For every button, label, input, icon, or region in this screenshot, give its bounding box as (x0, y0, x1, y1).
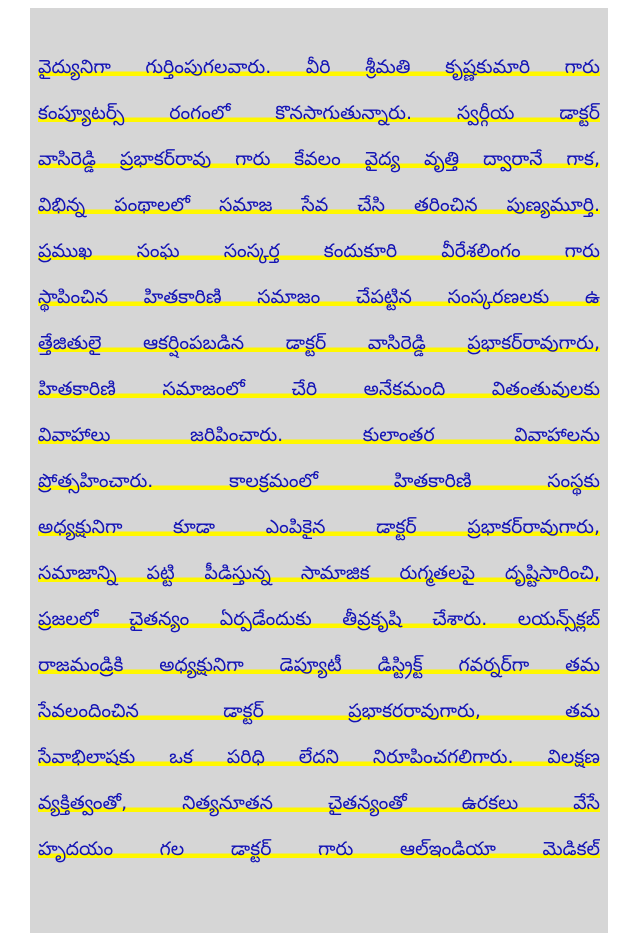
text-line-12: సమాజాన్ని పట్టి పీడిస్తున్న సామాజిక రుగ్మతలపై దృష్టిసారించి, (38, 562, 600, 584)
text-line-13: ప్రజలలో చైతన్యం ఏర్పడేందుకు తీవ్రకృషి చేశారు. లయన్స్‌క్లబ్ (38, 608, 600, 630)
text-line-5: ప్రముఖ సంఘ సంస్కర్త కందుకూరి వీరేశలింగం గారు (38, 240, 600, 262)
text-line-4: విభిన్న పంథాలలో సమాజ సేవ చేసి తరించిన పుణ్యమూర్తి. (38, 194, 600, 216)
text-line-15: సేవలందించిన డాక్టర్ ప్రభాకరరావుగారు, తమ (38, 700, 600, 722)
text-line-8: హితకారిణి సమాజంలో చేరి అనేకమంది వితంతువులకు (38, 378, 600, 400)
text-line-14: రాజమండ్రికి అధ్యక్షునిగా డెప్యూటీ డిస్ట్రిక్ట్ గవర్నర్‌గా తమ (38, 654, 600, 676)
body-text (38, 44, 600, 872)
text-line-18: హృదయం గల డాక్టర్ గారు ఆల్‌ఇండియా మెడికల్ (38, 838, 600, 860)
text-line-9: వివాహాలు జరిపించారు. కులాంతర వివాహాలను (38, 424, 600, 446)
text-line-10: ప్రోత్సహించారు. కాలక్రమంలో హితకారిణి సంస్థకు (38, 470, 600, 492)
text-line-11: అధ్యక్షునిగా కూడా ఎంపికైన డాక్టర్ ప్రభాకర్‌రావుగారు, (38, 516, 600, 538)
document-page (30, 8, 608, 933)
text-line-7: త్తేజితులై ఆకర్షింపబడిన డాక్టర్ వాసిరెడ్డి ప్రభాకర్‌రావుగారు, (38, 332, 600, 354)
text-line-3: వాసిరెడ్డి ప్రభాకర్‌రావు గారు కేవలం వైద్య వృత్తి ద్వారానే గాక, (38, 148, 600, 170)
text-line-17: వ్యక్తిత్వంతో, నిత్యనూతన చైతన్యంతో ఉరకలు వేసే (38, 792, 600, 814)
text-line-16: సేవాభిలాషకు ఒక పరిధి లేదని నిరూపించగలిగారు. విలక్షణ (38, 746, 600, 768)
text-line-6: స్థాపించిన హితకారిణి సమాజం చేపట్టిన సంస్కరణలకు ఉ (38, 286, 600, 308)
text-line-1: వైద్యునిగా గుర్తింపుగలవారు. వీరి శ్రీమతి కృష్ణకుమారి గారు (38, 56, 600, 78)
text-line-2: కంప్యూటర్స్ రంగంలో కొనసాగుతున్నారు. స్వర్గీయ డాక్టర్ (38, 102, 600, 124)
